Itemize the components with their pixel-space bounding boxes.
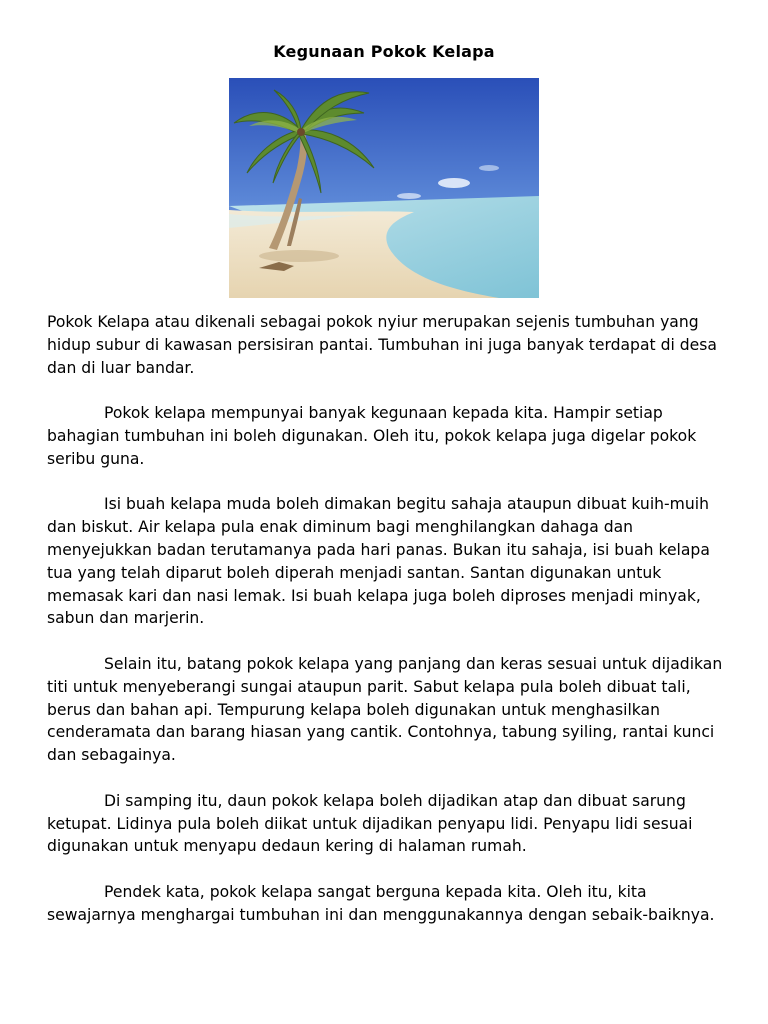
- paragraph-daun: Di samping itu, daun pokok kelapa boleh dijadikan atap dan dibuat sarung ketupat. Lidinya pula boleh diikat untuk dijadikan penyapu lidi. Penyapu lidi sesuai digunakan untuk menyapu dedaun kering di halaman rumah.: [47, 791, 693, 856]
- paragraph-batang: Selain itu, batang pokok kelapa yang panjang dan keras sesuai untuk dijadikan titi untuk menyeberangi sungai ataupun parit. Sabut kelapa pula boleh dibuat tali, berus dan bahan api. Tempurung kelapa boleh digunakan untuk menghasilkan cenderamata dan barang hiasan yang cantik. Contohnya, tabung syiling, rantai kunci dan sebagainya.: [47, 654, 723, 765]
- paragraph-kegunaan: Pokok kelapa mempunyai banyak kegunaan kepada kita. Hampir setiap bahagian tumbuhan ini boleh digunakan. Oleh itu, pokok kelapa juga digelar pokok seribu guna.: [47, 404, 697, 468]
- palm-tree-beach-photo: [229, 78, 539, 298]
- paragraph-intro: Pokok Kelapa atau dikenali sebagai pokok nyiur merupakan sejenis tumbuhan yang hidup subur di kawasan persisiran pantai. Tumbuhan ini juga banyak terdapat di desa dan di luar bandar.: [47, 313, 717, 377]
- paragraph-kesimpulan: Pendek kata, pokok kelapa sangat berguna kepada kita. Oleh itu, kita sewajarnya menghargai tumbuhan ini dan menggunakannya dengan sebaik-baiknya.: [47, 882, 715, 924]
- document-body: [47, 311, 727, 949]
- paragraph-isi-buah: Isi buah kelapa muda boleh dimakan begitu sahaja ataupun dibuat kuih-muih dan biskut. Air kelapa pula enak diminum bagi menghilangkan dahaga dan menyejukkan badan terutamanya pada hari panas. Bukan itu sahaja, isi buah kelapa tua yang telah diparut boleh diperah menjadi santan. Santan digunakan untuk memasak kari dan nasi lemak. Isi buah kelapa juga boleh diproses menjadi minyak, sabun dan marjerin.: [47, 495, 710, 628]
- document-title: Kegunaan Pokok Kelapa: [273, 42, 495, 61]
